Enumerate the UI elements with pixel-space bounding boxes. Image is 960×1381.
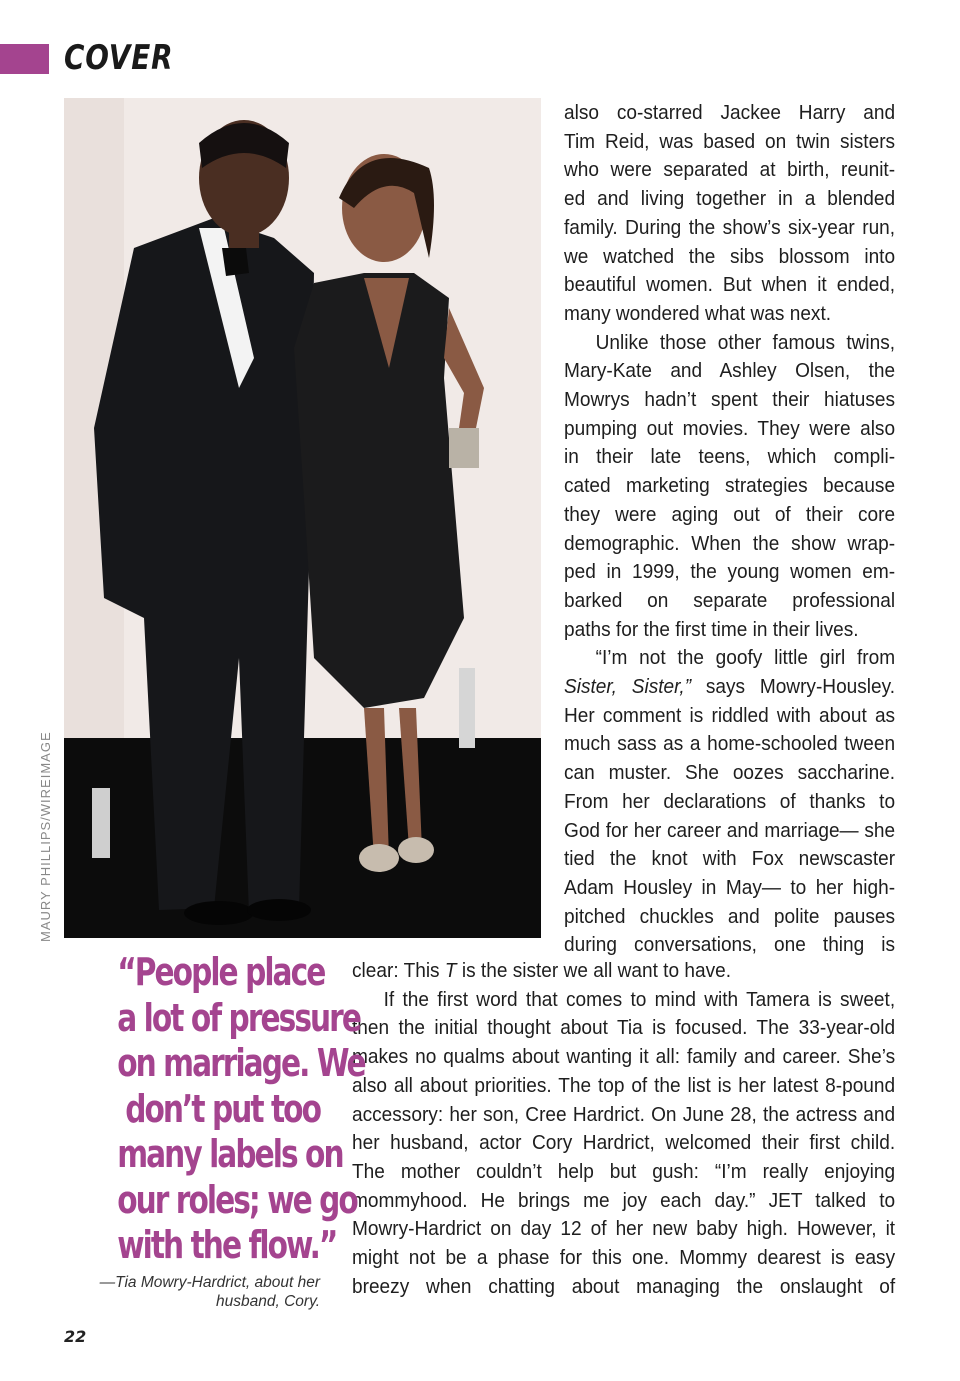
text-line: accessory: her son, Cree Hardrict. On June 28, the actress and [352, 1102, 896, 1126]
text-line: From her declarations of thanks to [564, 789, 896, 813]
text-line: Mary-Kate and Ashley Olsen, the [564, 359, 896, 383]
text-line: family. During the show’s six-year run, [564, 215, 896, 239]
section-label: COVER [64, 38, 174, 78]
article-paragraph [352, 957, 895, 1301]
page-number: 22 [64, 1327, 87, 1346]
text-line [352, 957, 895, 986]
text-line: many wondered what was next. [564, 301, 832, 325]
text-line: during conversations, one thing is [564, 933, 896, 957]
text-line: Mowry-Hardrict on day 12 of her new baby high. However, it [352, 1217, 896, 1241]
italic-letter: T [444, 959, 457, 982]
pull-quote-line: with the flow.” [117, 1223, 337, 1267]
text-line: makes no qualms about wanting it all: family and career. She’s [352, 1045, 896, 1069]
text-line: they were aging out of their core [564, 502, 896, 526]
couple-photo [64, 98, 541, 938]
text-line: barked on separate professional [564, 588, 896, 612]
text-fragment: is the sister we all want to have. [456, 959, 732, 982]
text-line: then the initial thought about Tia is focused. The 33-year-old [352, 1016, 896, 1040]
article-paragraph [564, 99, 895, 960]
text-fragment: clear: This [352, 959, 445, 982]
text-line: Tim Reid, was based on twin sisters [564, 129, 896, 153]
text-line: paths for the first time in their lives. [564, 617, 859, 641]
pull-quote-line: don’t put too [125, 1086, 320, 1131]
text-line: Her comment is riddled with about as [564, 703, 896, 727]
text-line: in their late teens, which compli- [564, 445, 896, 469]
text-line: “I’m not the goofy little girl from [595, 646, 896, 670]
text-line-rest: says Mowry-Housley. [705, 675, 896, 699]
text-line: who were separated at birth, reunit- [564, 158, 896, 182]
text-line: also all about priorities. The top of the list is her latest 8-pound [352, 1073, 896, 1097]
text-line: cated marketing strategies because [564, 474, 896, 498]
pull-quote [60, 950, 365, 1269]
text-line: If the first word that comes to mind with Tamera is sweet, [383, 987, 896, 1011]
pull-quote-line: on marriage. We [117, 1041, 365, 1085]
text-line: ped in 1999, the young women em- [564, 560, 896, 584]
text-line: her husband, actor Cory Hardrict, welcomed their first child. [352, 1131, 896, 1155]
attribution-line: husband, Cory. [216, 1293, 320, 1310]
pull-quote-line: many labels on [117, 1132, 343, 1176]
text-line: can muster. She oozes saccharine. [564, 761, 896, 785]
text-line: also co-starred Jackee Harry and [564, 101, 896, 124]
text-line: pumping out movies. They were also [564, 416, 896, 440]
text-line: God for her career and marriage— she [564, 818, 896, 842]
text-line: breezy when chatting about managing the onslaught of [352, 1274, 896, 1298]
pull-quote-line: “People place [117, 950, 325, 994]
text-line: The mother couldn’t help but gush: “I’m really enjoying [352, 1159, 896, 1183]
text-line [564, 673, 895, 702]
text-line: Unlike those other famous twins, [595, 330, 896, 354]
attribution-line: —Tia Mowry-Hardrict, about her [99, 1274, 320, 1291]
pull-quote-line: a lot of pressure [117, 995, 361, 1040]
photo-credit: MAURY PHILLIPS/WIREIMAGE [38, 731, 53, 942]
text-line: pitched chuckles and polite pauses [564, 904, 896, 928]
section-accent-bar [0, 44, 49, 74]
text-line: tied the knot with Fox newscaster [564, 847, 896, 871]
text-line: mommyhood. He brings me joy each day.” JET talked to [352, 1188, 896, 1212]
pull-quote-line: our roles; we go [117, 1177, 357, 1222]
article-column-right [564, 99, 920, 960]
text-line: Mowrys hadn’t spent their hiatuses [564, 388, 896, 412]
text-line: much sass as a home-schooled tween [564, 732, 896, 756]
text-line: Adam Housley in May— to her high- [564, 875, 896, 899]
text-line: demographic. When the show wrap- [564, 531, 896, 555]
text-line: beautiful women. But when it ended, [564, 273, 896, 297]
pull-quote-attribution [60, 1273, 320, 1311]
text-line: ed and living together in a blended [564, 187, 896, 211]
show-title: Sister, Sister,” [564, 675, 692, 699]
text-line: might not be a phase for this one. Mommy dearest is easy [352, 1246, 896, 1270]
text-line: we watched the sibs blossom into [564, 244, 896, 268]
photo-illustration [64, 98, 541, 938]
article-column-wide [352, 957, 936, 1301]
